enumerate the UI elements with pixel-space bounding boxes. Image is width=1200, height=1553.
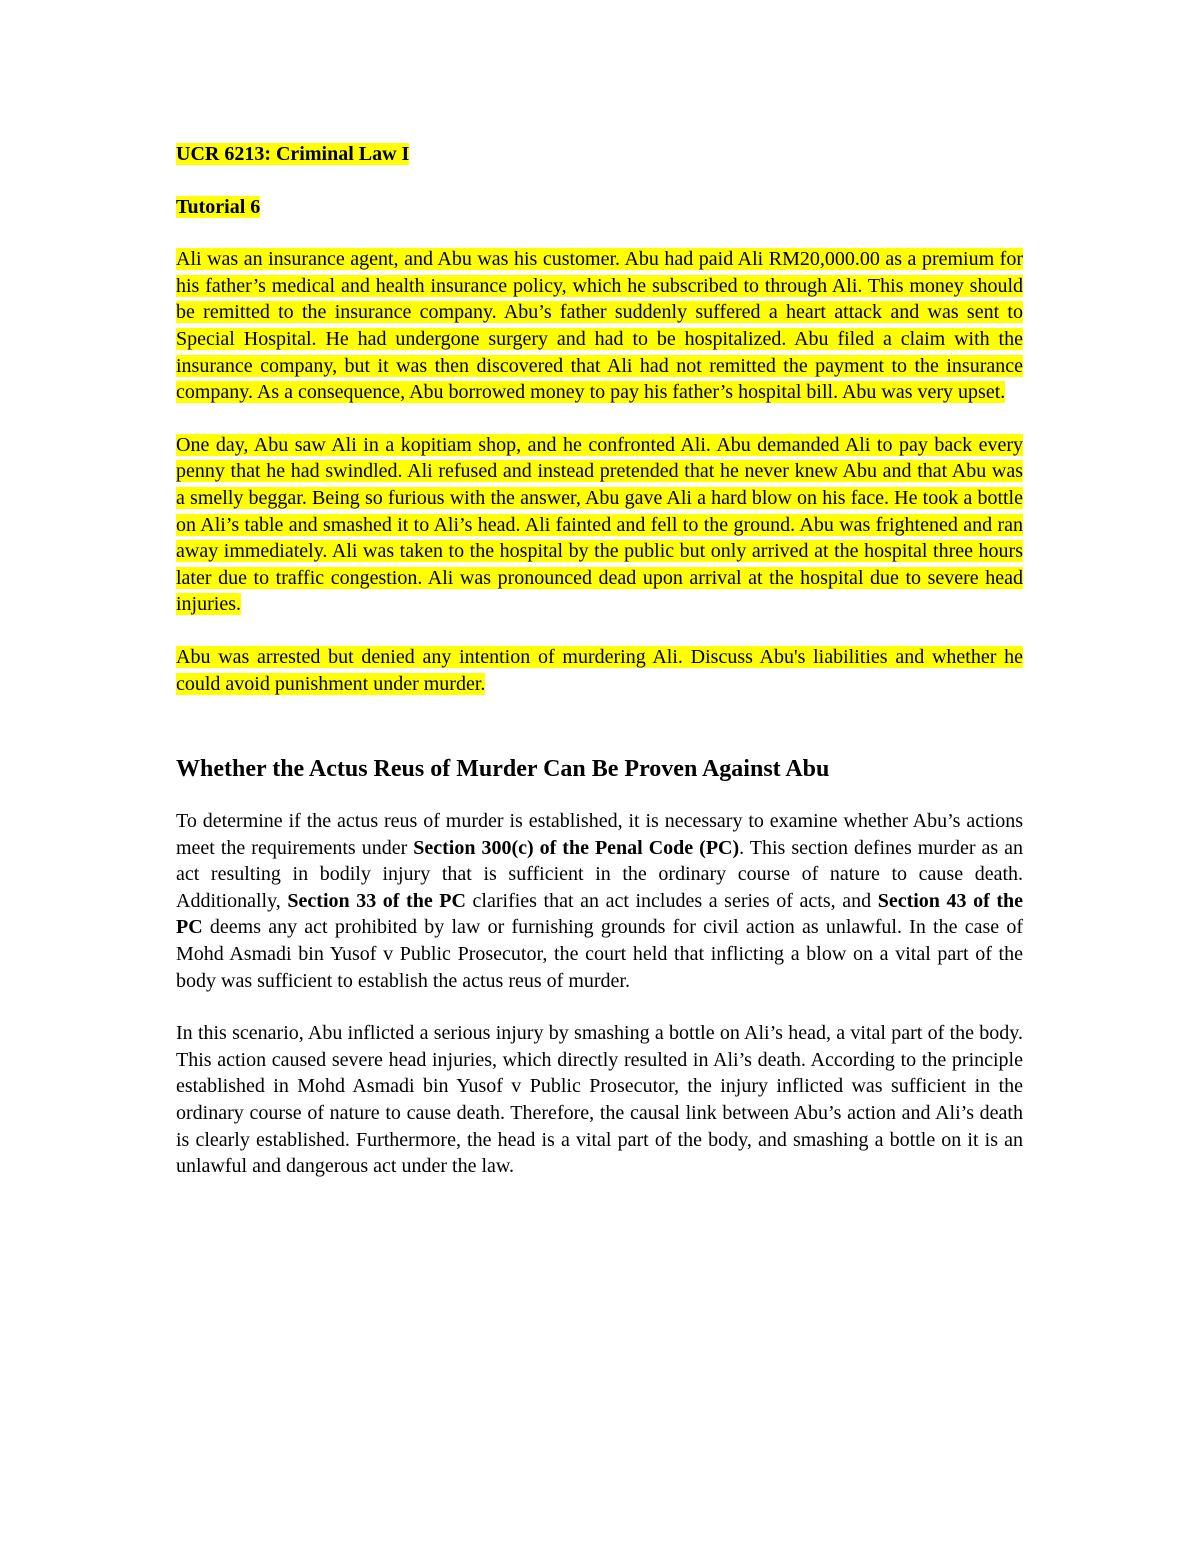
question-paragraph [176, 644, 1023, 697]
tutorial-title [176, 194, 1023, 221]
analysis-text: deems any act prohibited by law or furnishing grounds for civil action as unlawful. In the case of Mohd Asmadi bin Yusof v Public Prosecutor, the court held that inflicting a blow on a vital part of the body was sufficient to establish the actus reus of murder. [176, 916, 1023, 992]
analysis-text: . This section defines murder as an act resulting in bodily injury that is sufficient in the ordinary course of nature to cause death. Additionally, [176, 836, 1024, 912]
document-page [176, 141, 1023, 1180]
analysis-paragraph: In this scenario, Abu inflicted a serious injury by smashing a bottle on Ali’s head, a vital part of the body. This action caused severe head injuries, which directly resulted in Ali’s death. According to the principle established in Mohd Asmadi bin Yusof v Public Prosecutor, the injury inflicted was sufficient in the ordinary course of nature to cause death. Therefore, the causal link between Abu’s action and Ali’s death is clearly established. Furthermore, the head is a vital part of the body, and smashing a bottle on it is an unlawful and dangerous act under the law. [176, 1022, 1023, 1178]
scenario-paragraph-text: Ali was an insurance agent, and Abu was his customer. Abu had paid Ali RM20,000.00 as a premium for his father’s medical and health insurance policy, which he subscribed to through Ali. This money should be remitted to the insurance company. Abu’s father suddenly suffered a heart attack and was sent to Special Hospital. He had undergone surgery and had to be hospitalized. Abu filed a claim with the insurance company, but it was then discovered that Ali had not remitted the payment to the insurance company. As a consequence, Abu borrowed money to pay his father’s hospital bill. Abu was very upset. [176, 248, 1023, 404]
scenario-paragraph [176, 432, 1023, 618]
scenario-paragraph-text: One day, Abu saw Ali in a kopitiam shop, and he confronted Ali. Abu demanded Ali to pay back every penny that he had swindled. Ali refused and instead pretended that he never knew Abu and that Abu was a smelly beggar. Being so furious with the answer, Abu gave Ali a hard blow on his face. He took a bottle on Ali’s table and smashed it to Ali’s head. Ali fainted and fell to the ground. Abu was frightened and ran away immediately. Ali was taken to the hospital by the public but only arrived at the hospital three hours later due to traffic congestion. Ali was pronounced dead upon arrival at the hospital due to severe head injuries. [176, 433, 1023, 616]
statute-reference: Section 300(c) of the Penal Code (PC) [413, 836, 740, 859]
tutorial-title-text: Tutorial 6 [176, 195, 261, 218]
analysis-text: To determine if the actus reus of murder is established, it is necessary to examine whether Abu’s actions meet the requirements under [176, 810, 1023, 859]
statute-reference: Section 33 of the PC [287, 889, 466, 912]
section-heading: Whether the Actus Reus of Murder Can Be Proven Against Abu [176, 756, 830, 783]
statute-reference: Section 43 of the PC [176, 889, 1024, 939]
course-title [176, 141, 1023, 168]
course-title-text: UCR 6213: Criminal Law I [176, 143, 410, 165]
question-paragraph-text: Abu was arrested but denied any intention of murdering Ali. Discuss Abu's liabilities and whether he could avoid punishment under murder. [176, 645, 1023, 695]
scenario-paragraph [176, 246, 1023, 406]
analysis-text: clarifies that an act includes a series of acts, and [465, 889, 878, 912]
analysis-paragraph [176, 808, 1023, 994]
